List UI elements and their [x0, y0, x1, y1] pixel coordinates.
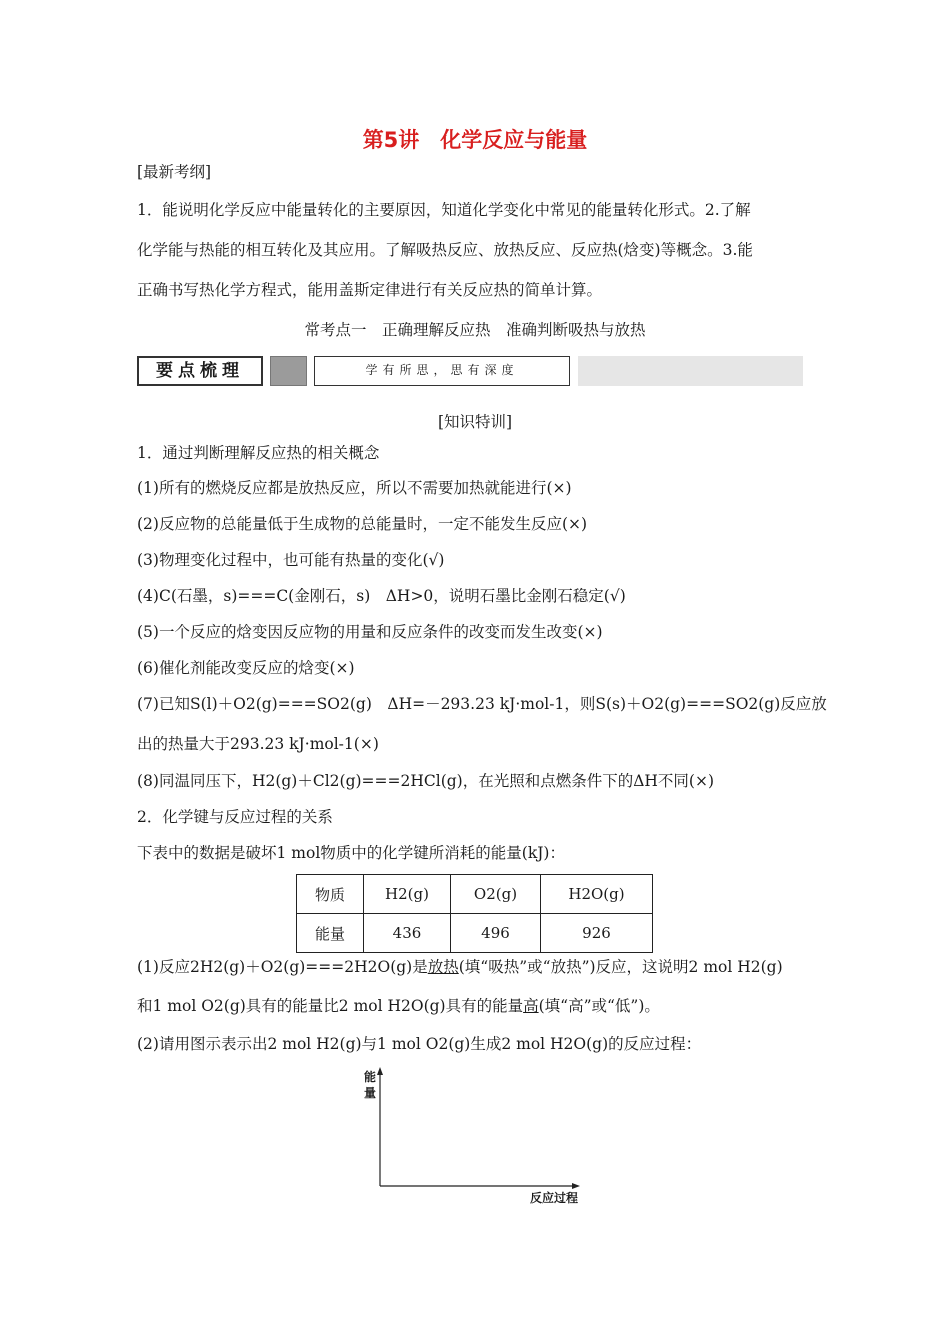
table-cell-h2: H2(g) [364, 875, 451, 914]
q1-item-8: (8)同温同压下，H2(g)＋Cl2(g)===2HCl(g)，在光照和点燃条件下的ΔH不同(×) [137, 772, 715, 790]
table-intro: 下表中的数据是破坏1 mol物质中的化学键所消耗的能量(kJ)： [137, 844, 565, 862]
syllabus-line-3: 正确书写热化学方程式，能用盖斯定律进行有关反应热的简单计算。 [137, 281, 603, 299]
q1-item-3: (3)物理变化过程中，也可能有热量的变化(√) [137, 551, 445, 569]
table-cell-o2-energy: 496 [451, 914, 541, 953]
syllabus-line-1: 1．能说明化学反应中能量转化的主要原因，知道化学变化中常见的能量转化形式。2.了解 [137, 201, 751, 219]
q2-answer-exothermic: 放热 [427, 958, 459, 976]
q1-item-6: (6)催化剂能改变反应的焓变(×) [137, 659, 355, 677]
banner-gray-block [270, 356, 307, 386]
page-title: 第5讲 化学反应与能量 [362, 128, 588, 152]
bond-energy-table [296, 874, 653, 953]
table-row [297, 875, 653, 914]
q2-part1-text-a: (1)反应2H2(g)＋O2(g)===2H2O(g)是 [137, 958, 428, 976]
section-title: 常考点一 正确理解反应热 准确判断吸热与放热 [304, 321, 646, 339]
y-axis-arrow-icon [377, 1067, 383, 1075]
q2-part1-text-d: (填“高”或“低”)。 [538, 997, 660, 1015]
y-axis-label-1: 能 [364, 1070, 377, 1084]
q2-heading: 2．化学键与反应过程的关系 [137, 808, 333, 826]
q2-part1-line1 [137, 957, 783, 977]
training-heading: [知识特训] [437, 413, 513, 431]
syllabus-line-2: 化学能与热能的相互转化及其应用。了解吸热反应、放热反应、反应热(焓变)等概念。3.能 [137, 241, 753, 259]
x-axis-label: 反应过程 [530, 1191, 579, 1205]
table-cell-o2: O2(g) [451, 875, 541, 914]
table-row [297, 914, 653, 953]
energy-diagram [352, 1064, 602, 1213]
table-cell-h2-energy: 436 [364, 914, 451, 953]
q2-part1-text-b: (填“吸热”或“放热”)反应，这说明2 mol H2(g) [458, 958, 783, 976]
q1-item-4: (4)C(石墨，s)===C(金刚石，s) ΔH>0，说明石墨比金刚石稳定(√) [137, 587, 626, 605]
q1-heading: 1．通过判断理解反应热的相关概念 [137, 444, 380, 462]
banner-light-bar [578, 356, 803, 386]
q1-item-7a: (7)已知S(l)＋O2(g)===SO2(g) ΔH=－293.23 kJ·mol-1，则S(s)＋O2(g)===SO2(g)反应放 [137, 695, 827, 713]
q2-answer-higher: 高 [523, 997, 539, 1015]
q1-item-2: (2)反应物的总能量低于生成物的总能量时，一定不能发生反应(×) [137, 515, 588, 533]
q2-part2: (2)请用图示表示出2 mol H2(g)与1 mol O2(g)生成2 mol H2O(g)的反应过程： [137, 1035, 702, 1053]
table-cell-energy-label: 能量 [297, 914, 364, 953]
y-axis-label-2: 量 [364, 1086, 377, 1100]
syllabus-heading: [最新考纲] [137, 163, 212, 181]
table-cell-substance-label: 物质 [297, 875, 364, 914]
q1-item-1: (1)所有的燃烧反应都是放热反应，所以不需要加热就能进行(×) [137, 479, 572, 497]
banner-label: 要点梳理 [137, 356, 263, 386]
banner-motto: 学有所思，思有深度 [314, 356, 570, 386]
q2-part1-line2 [137, 996, 660, 1016]
q1-item-7b: 出的热量大于293.23 kJ·mol-1(×) [137, 735, 379, 753]
table-cell-h2o-energy: 926 [541, 914, 653, 953]
q2-part1-text-c: 和1 mol O2(g)具有的能量比2 mol H2O(g)具有的能量 [137, 997, 524, 1015]
table-cell-h2o: H2O(g) [541, 875, 653, 914]
q1-item-5: (5)一个反应的焓变因反应物的用量和反应条件的改变而发生改变(×) [137, 623, 603, 641]
energy-axes [352, 1064, 602, 1209]
